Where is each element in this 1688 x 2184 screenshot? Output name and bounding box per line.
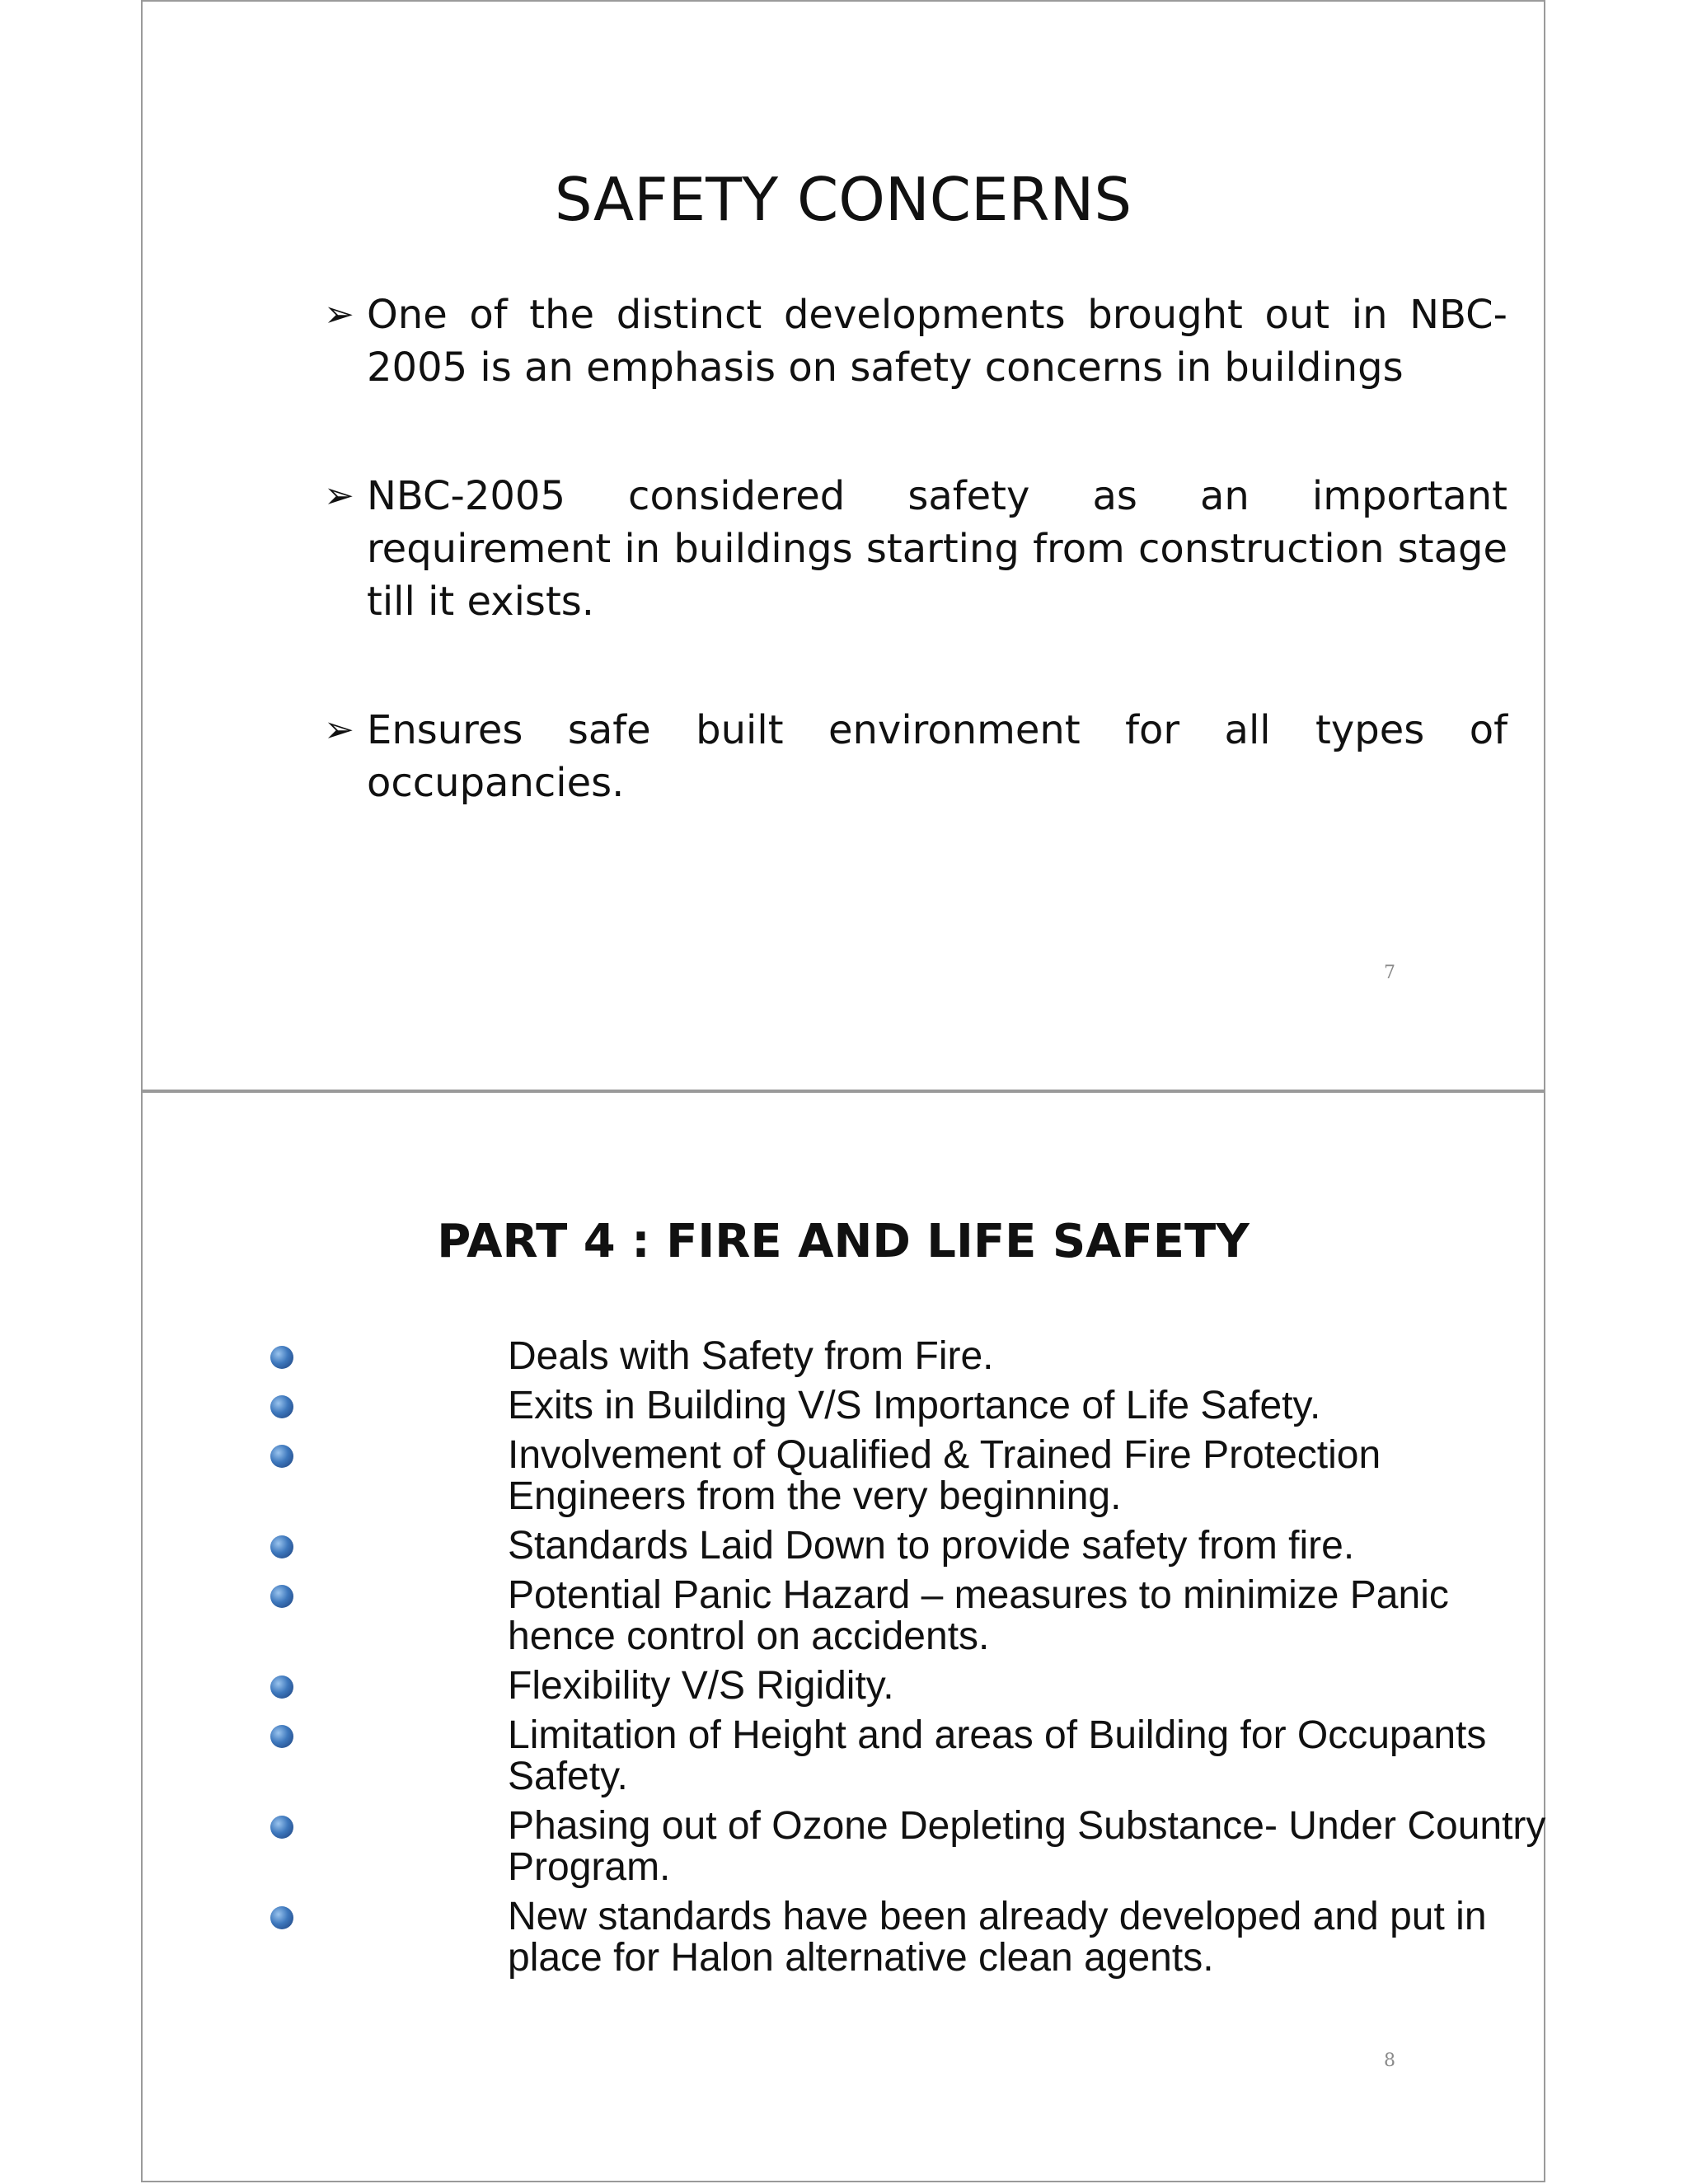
- blue-sphere-icon: [270, 1725, 293, 1748]
- slide-title: PART 4 : FIRE AND LIFE SAFETY: [437, 1215, 1250, 1268]
- list-item: [270, 1336, 1556, 1377]
- list-item: [270, 1806, 1556, 1888]
- blue-sphere-icon: [270, 1445, 293, 1468]
- blue-sphere-icon: [270, 1395, 293, 1418]
- slide-title: SAFETY CONCERNS: [554, 165, 1132, 234]
- slide-safety-concerns: [141, 0, 1545, 1091]
- slide-fire-and-life-safety: [141, 1091, 1545, 2182]
- blue-sphere-icon: [270, 1585, 293, 1608]
- bullet-text: Phasing out of Ozone Depleting Substance- Under Country Program.: [508, 1804, 1546, 1889]
- list-item: [270, 1526, 1556, 1567]
- arrow-bullet-icon: ➢: [324, 475, 354, 517]
- blue-sphere-icon: [270, 1675, 293, 1699]
- arrow-bullet-icon: ➢: [324, 293, 354, 335]
- list-item: [324, 470, 1507, 628]
- bullet-text: Standards Laid Down to provide safety from fire.: [508, 1524, 1355, 1568]
- page-number: 8: [1384, 2050, 1395, 2071]
- bullet-text: One of the distinct developments brought out in NBC-2005 is an emphasis on safety concerns in buildings: [367, 292, 1507, 391]
- list-item: [324, 704, 1507, 809]
- blue-sphere-icon: [270, 1535, 293, 1558]
- list-item: [270, 1435, 1556, 1517]
- bullet-text: Potential Panic Hazard – measures to minimize Panic hence control on accidents.: [508, 1573, 1449, 1658]
- bullet-text: Ensures safe built environment for all types of occupancies.: [367, 707, 1507, 806]
- page-number: 7: [1384, 963, 1395, 983]
- bullet-text: Deals with Safety from Fire.: [508, 1334, 994, 1378]
- blue-sphere-icon: [270, 1346, 293, 1369]
- bullet-list: [270, 1336, 1556, 1987]
- list-item: [270, 1666, 1556, 1707]
- list-item: [270, 1385, 1556, 1427]
- bullet-text: Limitation of Height and areas of Building for Occupants Safety.: [508, 1713, 1487, 1798]
- bullet-text: Flexibility V/S Rigidity.: [508, 1664, 894, 1708]
- bullet-text: New standards have been already developed and put in place for Halon alternative clean agents.: [508, 1895, 1487, 1980]
- list-item: [270, 1715, 1556, 1797]
- list-item: [270, 1896, 1556, 1979]
- bullet-text: NBC-2005 considered safety as an important requirement in buildings starting from construction stage till it exists.: [367, 473, 1507, 625]
- arrow-bullet-icon: ➢: [324, 709, 354, 751]
- blue-sphere-icon: [270, 1906, 293, 1929]
- bullet-list: [324, 288, 1507, 885]
- blue-sphere-icon: [270, 1816, 293, 1839]
- list-item: [270, 1575, 1556, 1657]
- list-item: [324, 288, 1507, 394]
- bullet-text: Involvement of Qualified & Trained Fire Protection Engineers from the very beginning.: [508, 1433, 1381, 1518]
- bullet-text: Exits in Building V/S Importance of Life Safety.: [508, 1384, 1321, 1427]
